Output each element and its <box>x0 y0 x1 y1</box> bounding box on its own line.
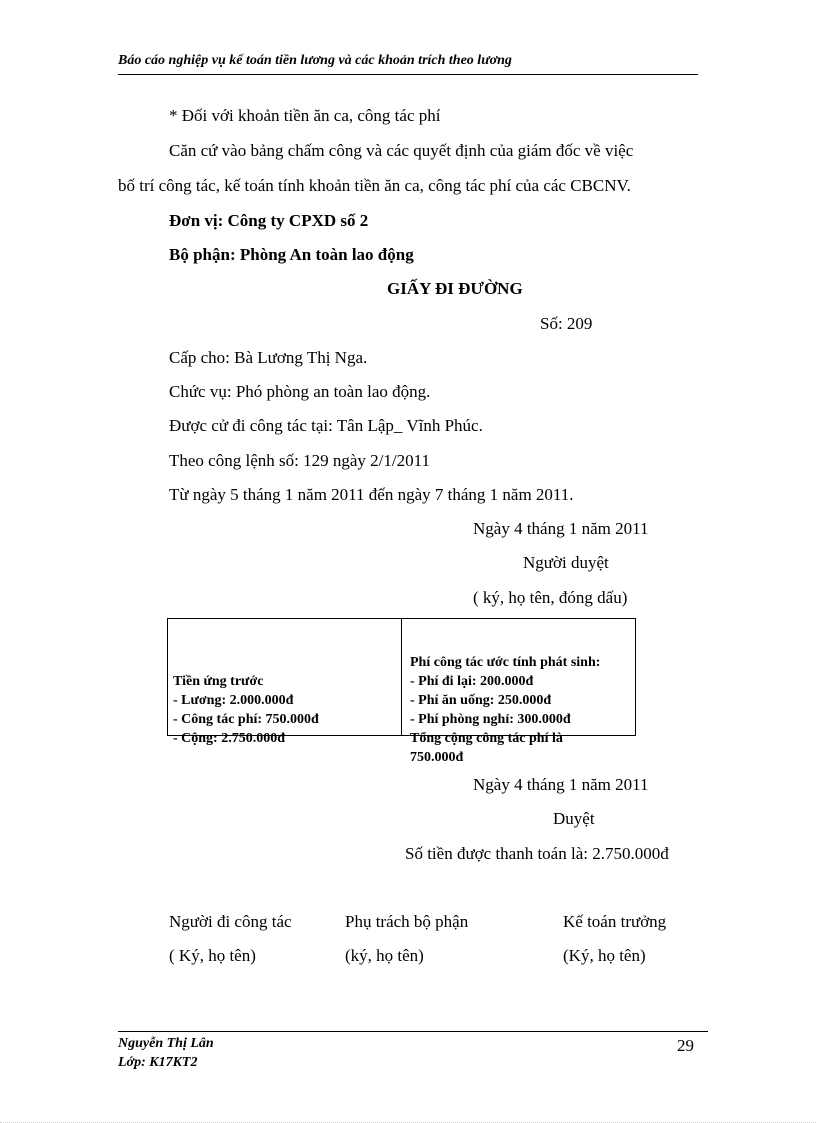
signature-dept-head-note: (ký, họ tên) <box>345 946 424 965</box>
section-bullet: * Đối với khoản tiền ăn ca, công tác phí <box>169 106 441 125</box>
signature-dept-head: Phụ trách bộ phận <box>345 912 469 931</box>
footer-author: Nguyễn Thị Lân <box>118 1036 214 1051</box>
estimate-total-label: Tổng cộng công tác phí là <box>410 731 563 746</box>
advance-column <box>173 672 319 748</box>
estimate-transport: - Phí đi lại: 200.000đ <box>410 674 534 689</box>
unit-label: Đơn vị: Công ty CPXD số 2 <box>169 211 369 230</box>
payment-amount: Số tiền được thanh toán là: 2.750.000đ <box>405 844 669 863</box>
advance-heading: Tiền ứng trước <box>173 674 264 689</box>
department-label: Bộ phận: Phòng An toàn lao động <box>169 245 414 264</box>
date-line-1: Ngày 4 tháng 1 năm 2011 <box>473 519 649 538</box>
issued-to: Cấp cho: Bà Lương Thị Nga. <box>169 348 368 367</box>
estimate-total-value: 750.000đ <box>410 750 464 765</box>
estimate-lodging: - Phí phòng nghỉ: 300.000đ <box>410 712 571 727</box>
order-reference: Theo công lệnh số: 129 ngày 2/1/2011 <box>169 451 430 470</box>
footer-divider <box>118 1031 708 1032</box>
advance-travel-fee: - Công tác phí: 750.000đ <box>173 712 319 727</box>
trip-period: Từ ngày 5 tháng 1 năm 2011 đến ngày 7 tháng 1 năm 2011. <box>169 485 574 504</box>
document-number: Số: 209 <box>540 314 593 333</box>
table-divider <box>401 619 402 735</box>
signature-traveler: Người đi công tác <box>169 912 292 931</box>
approver-title: Người duyệt <box>523 553 609 572</box>
document-title: GIẤY ĐI ĐƯỜNG <box>387 279 523 298</box>
intro-line-1: Căn cứ vào bảng chấm công và các quyết định của giám đốc về việc <box>169 141 634 160</box>
approved-label: Duyệt <box>553 809 595 828</box>
footer-class: Lớp: K17KT2 <box>118 1055 198 1070</box>
signature-chief-accountant-note: (Ký, họ tên) <box>563 946 646 965</box>
signature-traveler-note: ( Ký, họ tên) <box>169 946 256 965</box>
approver-note: ( ký, họ tên, đóng dấu) <box>473 588 628 607</box>
estimate-heading: Phí công tác ước tính phát sinh: <box>410 655 601 670</box>
signature-chief-accountant: Kế toán trưởng <box>563 912 667 931</box>
date-line-2: Ngày 4 tháng 1 năm 2011 <box>473 775 649 794</box>
header-divider <box>118 74 698 75</box>
intro-line-2: bố trí công tác, kế toán tính khoản tiền ăn ca, công tác phí của các CBCNV. <box>118 176 631 195</box>
page-header: Báo cáo nghiệp vụ kế toán tiền lương và các khoản trích theo lương <box>118 53 512 68</box>
page-number: 29 <box>677 1036 694 1055</box>
estimate-meals: - Phí ăn uống: 250.000đ <box>410 693 552 708</box>
advance-salary: - Lương: 2.000.000đ <box>173 693 294 708</box>
estimate-column <box>410 653 600 767</box>
position: Chức vụ: Phó phòng an toàn lao động. <box>169 382 431 401</box>
destination: Được cử đi công tác tại: Tân Lập_ Vĩnh Phúc. <box>169 416 483 435</box>
advance-total: - Cộng: 2.750.000đ <box>173 731 286 746</box>
